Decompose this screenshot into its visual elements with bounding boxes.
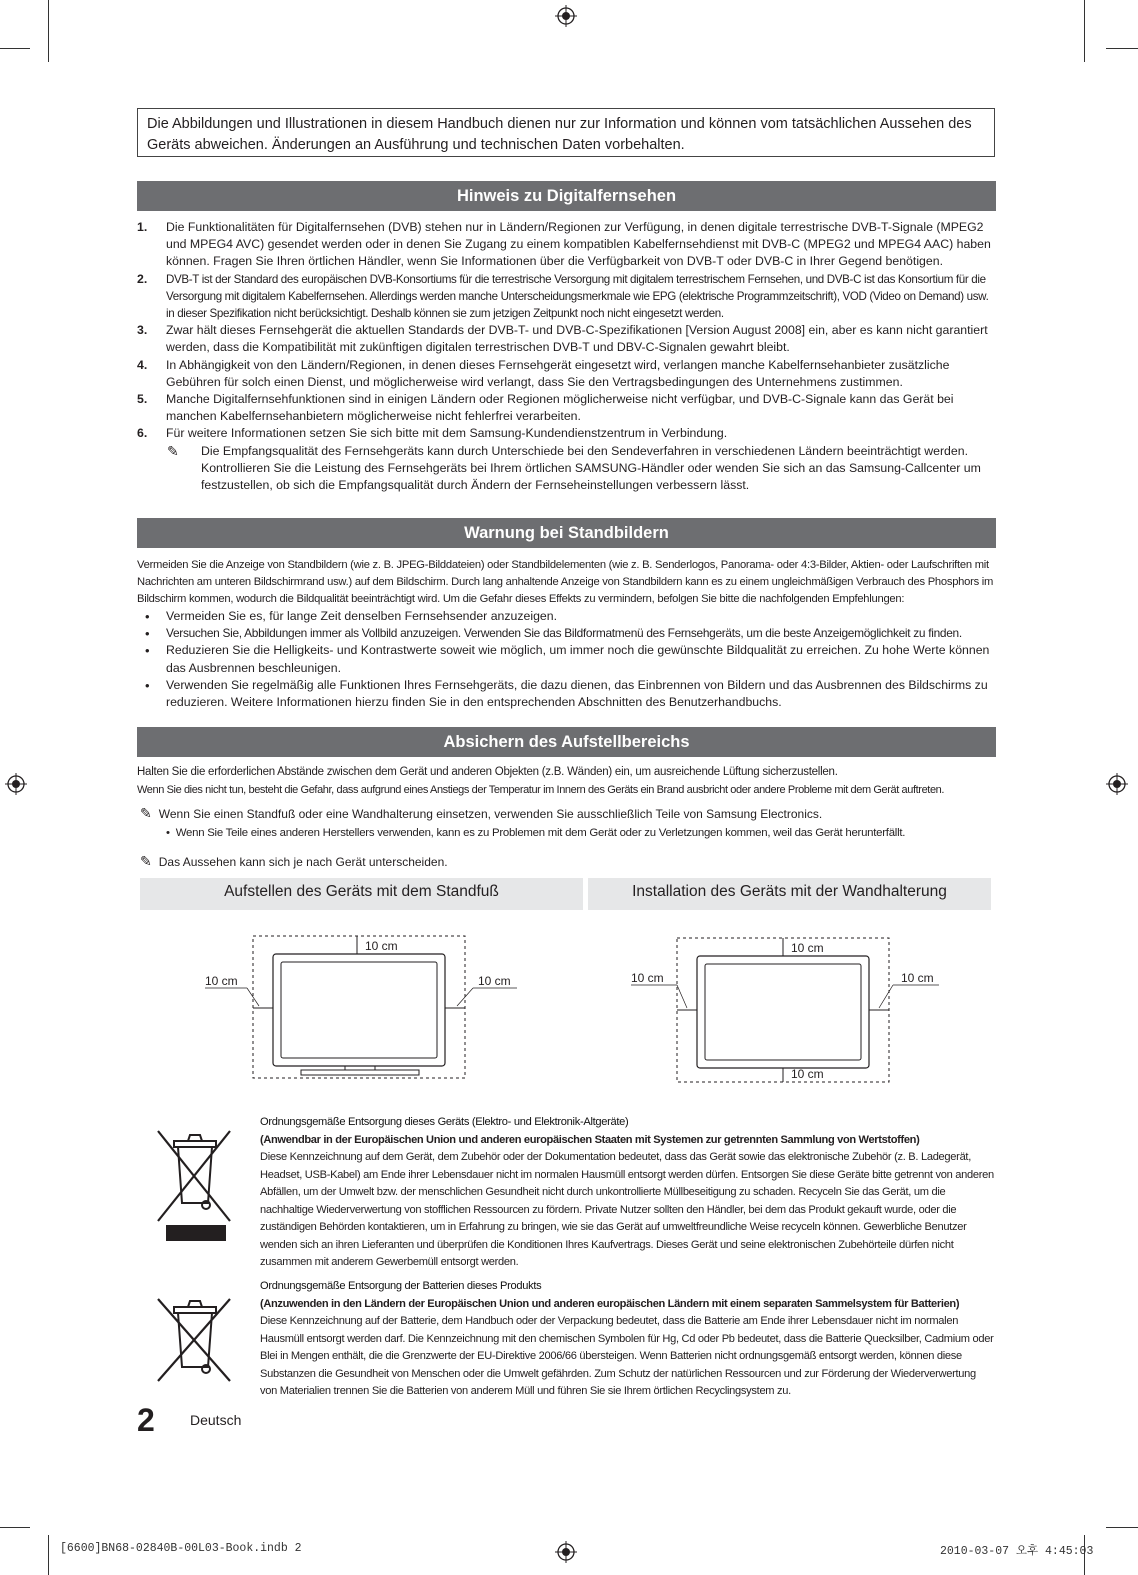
clearance-label-left: 10 cm [631,971,664,985]
install-paragraph-1: Halten Sie die erforderlichen Abstände zwischen dem Gerät und anderen Objekten (z.B. Wänden) ein, um ausreichende Lüftung sicherzustellen. [137,766,838,778]
crop-mark [0,48,30,49]
disclaimer-box: Die Abbildungen und Illustrationen in diesem Handbuch dienen nur zur Information und können vom tatsächlichen Aussehen des Geräts abweichen. Änderungen an Ausführung und technischen Daten vorbehalten. [137,108,995,157]
list-item: 2. DVB-T ist der Standard des europäischen DVB-Konsortiums für die terrestrische Versorgung mit digitalem terrestrischem Fernsehen, und DVB-C ist das Konsortium für die Versorgung mit digitalem Kabelfernsehen. Allerdings werden manche Unterscheidungsmerkmale wie EPG (elektrische Programmzeitschrift), VOD (Video on Demand) usw. in dieser Spezifikation nicht berücksichtigt. Deshalb können sie zum jetzigen Zeitpunkt noch nicht eingesetzt werden. [137,271,989,321]
print-file-name: [6600]BN68-02840B-00L03-Book.indb 2 [60,1542,302,1555]
note-item: ✎ Die Empfangsqualität des Fernsehgeräts kann durch Unterschiede bei den Sendeverfahren in verschiedenen Ländern beeinträchtigt werden. Kontrollieren Sie die Leistung des Fernsehgeräts bei Ihrem örtlichen SAMSUNG-Händler oder wenden Sie sich an das Samsung-Callcenter um festzustellen, ob sich die Empfangsqualität durch Ändern der Fernseheinstellungen verbessern lässt. [167,442,981,493]
list-item: 3. Zwar hält dieses Fernsehgerät die aktuellen Standards der DVB-T- und DVB-C-Spezifikationen [Version August 2008] ein, aber es kann nicht garantiert werden, dass die Kompatibilität mit zukünftigen digitalen terrestrischen DVB-T und DBV-C-Signalen gewahrt bleibt. [137,323,988,355]
list-item: 4. In Abhängigkeit von den Ländern/Regionen, in denen dieses Fernsehgerät eingesetzt wird, verlangen manche Kabelfernsehanbieter zusätzliche Gebühren für solch einen Dienst, und möglicherweise wird verlangt, dass Sie den Vertragsbedingungen des Unternehmens zustimmen. [137,357,950,389]
install-sub-bullet: • Wenn Sie Teile eines anderen Herstellers verwenden, kann es zu Problemen mit dem Gerät oder zu Verletzungen kommen, weil das Gerät herunterfällt. [166,827,906,839]
crop-mark [0,1527,30,1528]
list-item: • Verwenden Sie regelmäßig alle Funktionen Ihres Fernsehgeräts, die dazu dienen, das Einbrennen von Bildern und das Ausbrennen des Bildschirms zu reduzieren. Weitere Informationen hierzu finden Sie in den entsprechenden Abschnitten des Benutzerhandbuchs. [137,677,999,711]
section-heading-still: Warnung bei Standbildern [137,518,996,548]
crop-mark [1106,1527,1138,1528]
weee-subtitle: (Anwendbar in der Europäischen Union und anderen europäischen Staaten mit Systemen zur getrennten Sammlung von Wertstoffen) [260,1133,920,1146]
list-item: 5. Manche Digitalfernsehfunktionen sind in einigen Ländern oder Regionen möglicherweise nicht verfügbar, und DVB-C-Signale kann das Gerät bei manchen Kabelfernsehanbietern möglicherweise nicht fehlerfrei verarbeiten. [137,392,954,424]
registration-mark-icon [5,773,27,795]
list-item: • Reduzieren Sie die Helligkeits- und Kontrastwerte soweit wie möglich, um immer noch die gewünschte Bildqualität zu erreichen. Zu hohe Werte können das Ausbrennen beschleunigen. [137,642,999,676]
battery-body: Diese Kennzeichnung auf der Batterie, dem Handbuch oder der Verpackung bedeutet, dass die Batterie am Ende ihrer Lebensdauer nicht im normalen Hausmüll entsorgt werden darf. Die Kennzeichnung mit den chemischen Symbolen für Hg, Cd oder Pb bedeutet, dass die Batterie Quecksilber, Cadmium oder Blei in Mengen enthält, die die Grenzwerte der EU-Direktive 2006/66 übersteigen. Wenn Batterien nicht ordnungsgemäß entsorgt werden, können diese Substanzen die Gesundheit von Menschen oder die Umwelt gefährden. Zum Schutz der natürlichen Ressourcen und zur Förderung der Wiederverwertung von Materialien trennen Sie die Batterien von anderem Müll und führen Sie sie Ihrem örtlichen Recyclingsystem zu. [260,1315,994,1397]
crossed-out-battery-bin-icon [150,1295,240,1385]
note-pencil-icon: ✎ [167,442,179,459]
still-intro: Vermeiden Sie die Anzeige von Standbildern (wie z. B. JPEG-Bilddateien) oder Standbildelementen (wie z. B. Senderlogos, Panorama- oder 4:3-Bilder, Aktien- oder Laufschriften mit Nachrichten am unteren Bildschirmrand usw.) auf dem Bildschirm. Durch lang anhaltende Anzeige von Standbildern kann es zu einem ungleichmäßigen Verbrauch des Phosphors im Bildschirm kommen, wodurch die Bildqualität beeinträchtigt wird. Um die Gefahr dieses Effekts zu vermindern, befolgen Sie bitte die nachfolgenden Empfehlungen: [137,559,994,605]
clearance-label-right: 10 cm [478,974,511,988]
registration-mark-icon [1106,773,1128,795]
clearance-label-right: 10 cm [901,971,934,985]
stand-installation-title: Aufstellen des Geräts mit dem Standfuß [140,878,583,910]
list-item: • Vermeiden Sie es, für lange Zeit denselben Fernsehsender anzuzeigen. [137,608,999,625]
section-heading-install: Absichern des Aufstellbereichs [137,727,996,757]
crop-mark [1084,0,1085,62]
clearance-label-top: 10 cm [791,941,824,955]
tv-frame [273,954,445,1066]
battery-subtitle: (Anzuwenden in den Ländern der Europäischen Union und anderen europäischen Ländern mit einem separaten Sammelsystem für Batterien) [260,1297,960,1310]
crossed-out-wheelie-bin-icon [150,1125,240,1245]
note-pencil-icon: ✎ [140,805,152,821]
language-label: Deutsch [190,1412,242,1428]
weee-title: Ordnungsgemäße Entsorgung dieses Geräts (Elektro- und Elektronik-Altgeräte) [260,1116,629,1128]
still-bullet-list [137,608,999,711]
battery-title: Ordnungsgemäße Entsorgung der Batterien dieses Produkts [260,1280,542,1292]
install-note-1: ✎ Wenn Sie einen Standfuß oder eine Wandhalterung einsetzen, verwenden Sie ausschließlich Teile von Samsung Electronics. [140,805,823,821]
registration-mark-icon [555,5,577,27]
weee-disposal-text [260,1114,995,1272]
list-item: • Versuchen Sie, Abbildungen immer als Vollbild anzuzeigen. Verwenden Sie das Bildformatmenü des Fernsehgeräts, um die beste Anzeigemöglichkeit zu finden. [137,625,999,642]
list-item: 6. Für weitere Informationen setzen Sie sich bitte mit dem Samsung-Kundendienstzentrum in Verbindung. [137,426,728,441]
list-item: 1. Die Funktionalitäten für Digitalfernsehen (DVB) stehen nur in Ländern/Regionen zur Verfügung, in denen digitale terrestrische DVB-T-Signale (MPEG2 und MPEG4 AVC) gesendet werden oder in denen Sie Zugang zu einem kompatiblen Kabelfernsehdienst mit DVB-C (MPEG2 und MPEG4 AAC) haben können. Fragen Sie Ihren örtlichen Händler, wenn Sie Informationen über die Verfügbarkeit von DVB-T oder DVB-C in Ihrer Gegend benötigen. [137,220,991,269]
tv-stand [301,1070,419,1075]
weee-body: Diese Kennzeichnung auf dem Gerät, dem Zubehör oder der Dokumentation bedeutet, dass das Gerät sowie das elektronische Zubehör (z. B. Ladegerät, Headset, USB-Kabel) am Ende ihrer Lebensdauer nicht im normalen Hausmüll entsorgt werden dürfen. Entsorgen Sie diese Geräte bitte getrennt von anderen Abfällen, um der Umwelt bzw. der menschlichen Gesundheit nicht durch unkontrollierte Müllbeseitigung zu schaden. Recyceln Sie das Gerät, um die nachhaltige Wiederverwertung von stofflichen Ressourcen zu fördern. Private Nutzer sollten den Händler, bei dem das Produkt gekauft wurde, oder die zuständigen Behörden kontaktieren, um in Erfahrung zu bringen, wie sie das Gerät auf umweltfreundliche Weise recyceln können. Gewerbliche Benutzer wenden sich an ihren Lieferanten und überprüfen die Konditionen Ihres Kaufvertrags. Dieses Gerät und seine elektronischen Zubehörteile dürfen nicht zusammen mit anderem Gewerbemüll entsorgt werden. [260,1151,994,1268]
section-heading-digital: Hinweis zu Digitalfernsehen [137,181,996,211]
digital-notes-list [137,219,997,494]
print-timestamp: 2010-03-07 오후 4:45:03 [940,1545,1094,1558]
crop-mark [1106,48,1138,49]
tv-frame [697,956,869,1068]
stand-clearance-diagram [195,930,525,1080]
battery-disposal-text [260,1278,995,1401]
crop-mark [48,0,49,62]
note-pencil-icon: ✎ [140,853,152,869]
crop-mark [48,1535,49,1575]
install-paragraph-2: Wenn Sie dies nicht tun, besteht die Gefahr, dass aufgrund eines Anstiegs der Temperatur im Innern des Geräts ein Brand ausbricht oder andere Probleme mit dem Gerät auftreten. [137,784,945,796]
page-number: 2 [137,1402,155,1438]
clearance-label-bottom: 10 cm [791,1067,824,1081]
registration-mark-icon [555,1541,577,1563]
wall-clearance-diagram [625,930,945,1085]
clearance-label-left: 10 cm [205,974,238,988]
clearance-label-top: 10 cm [365,939,398,953]
wall-installation-title: Installation des Geräts mit der Wandhalterung [588,878,991,910]
install-note-2: ✎ Das Aussehen kann sich je nach Gerät unterscheiden. [140,853,448,869]
